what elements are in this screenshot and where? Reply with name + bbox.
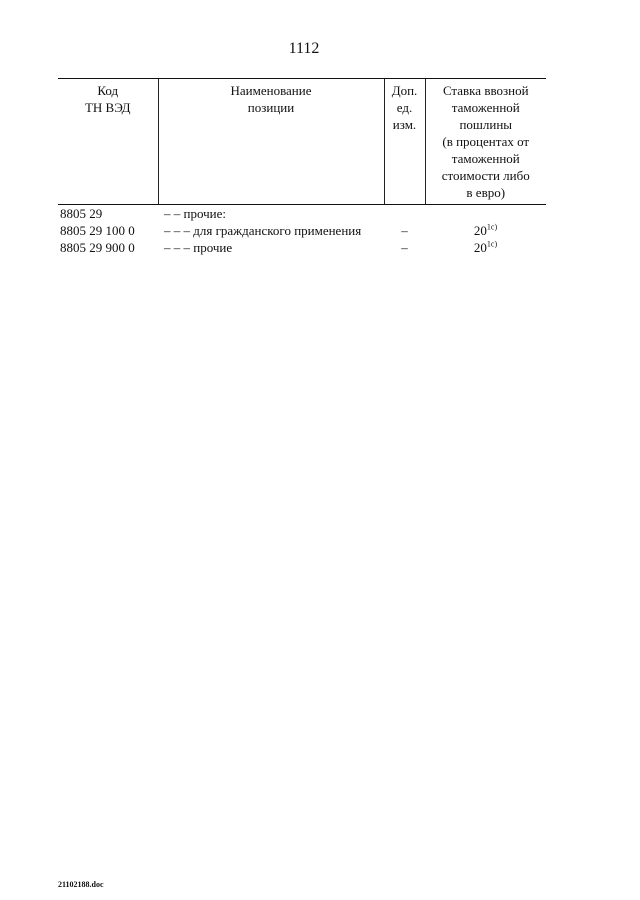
table-row <box>58 222 546 239</box>
page-number: 1112 <box>288 40 320 57</box>
header-unit-line: ед. <box>396 100 413 115</box>
header-code-line: Код <box>97 83 119 98</box>
row-unit: – <box>401 223 408 238</box>
rate-value: 20 <box>473 240 487 255</box>
row-name: – – – прочие <box>164 240 233 255</box>
header-code-line: ТН ВЭД <box>84 100 131 115</box>
row-code: 8805 29 <box>60 206 103 221</box>
header-rate-line: пошлины <box>459 117 513 132</box>
row-unit: – <box>401 240 408 255</box>
rate-value: 20 <box>473 223 487 238</box>
header-rate-line: Ставка ввозной <box>442 83 529 98</box>
header-rate-line: в евро) <box>466 185 506 200</box>
header-unit-line: Доп. <box>391 83 418 98</box>
row-rate <box>425 205 546 223</box>
document-id: 21102188.doc <box>58 880 104 889</box>
tariff-table <box>58 78 546 256</box>
header-name-line: позиции <box>247 100 295 115</box>
header-rate-line: таможенной <box>451 100 520 115</box>
rate-footnote: 1c) <box>486 239 498 249</box>
row-rate <box>425 222 546 239</box>
row-rate <box>425 239 546 256</box>
header-unit-line: изм. <box>392 117 417 132</box>
header-code <box>58 79 158 205</box>
header-unit <box>384 79 425 205</box>
header-rate <box>425 79 546 205</box>
row-unit <box>384 205 425 223</box>
table-header-row <box>58 79 546 205</box>
header-rate-line: стоимости либо <box>441 168 530 183</box>
row-name: – – – для гражданского применения <box>164 223 362 238</box>
table-row <box>58 239 546 256</box>
row-code: 8805 29 100 0 <box>60 223 135 238</box>
header-rate-line: таможенной <box>451 151 520 166</box>
table-row <box>58 205 546 223</box>
row-name: – – прочие: <box>164 206 226 221</box>
header-name <box>158 79 384 205</box>
rate-footnote: 1c) <box>486 222 498 232</box>
header-name-line: Наименование <box>230 83 312 98</box>
row-code: 8805 29 900 0 <box>60 240 135 255</box>
header-rate-line: (в процентах от <box>442 134 530 149</box>
